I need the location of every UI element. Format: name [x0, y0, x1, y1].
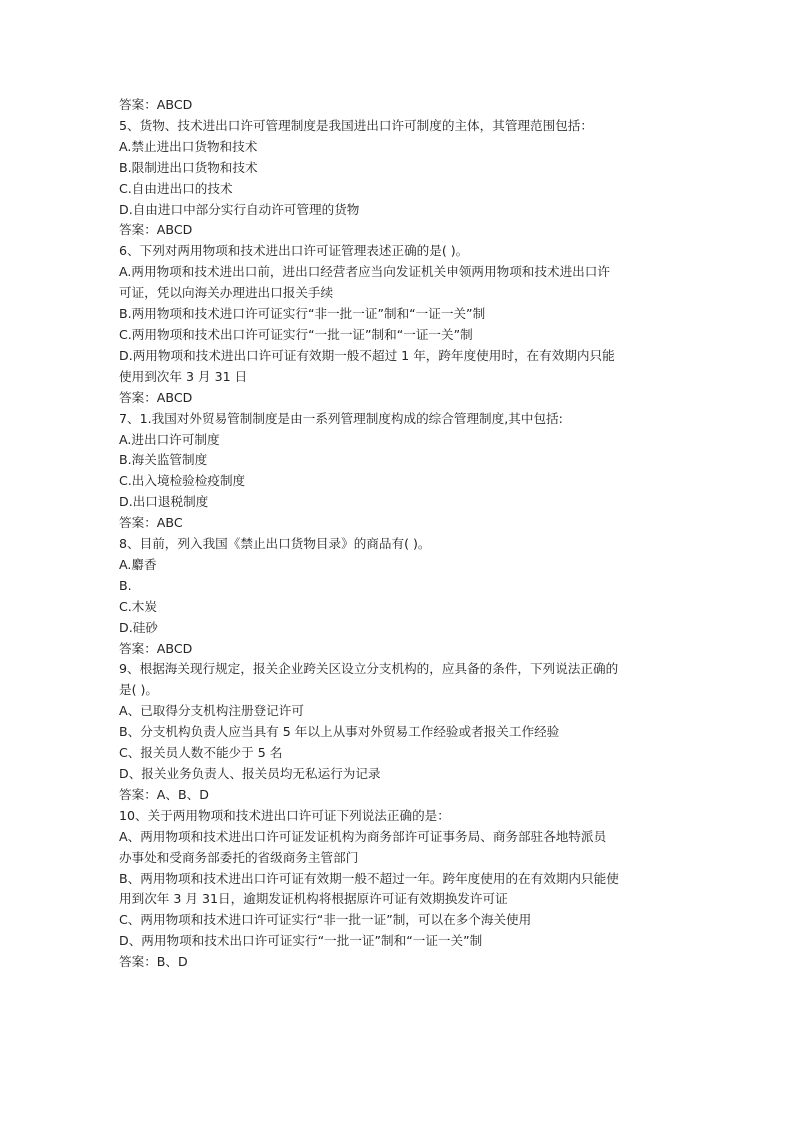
option-line: B.	[119, 577, 132, 593]
option-line: C.自由进出口的技术	[119, 180, 233, 196]
option-line: A.进出口许可制度	[119, 431, 220, 447]
option-line: A、已取得分支机构注册登记许可	[119, 703, 304, 719]
answer-line: 答案：B、D	[119, 954, 188, 970]
option-line: D.硅砂	[119, 619, 158, 635]
answer-line: 答案：ABCD	[119, 97, 193, 112]
option-line: B.两用物项和技术进口许可证实行“非一批一证”制和“一证一关”制	[119, 306, 486, 322]
text-line: 使用到次年 3 月 31 日	[119, 368, 248, 384]
option-line: D、两用物项和技术出口许可证实行“一批一证”制和“一证一关”制	[119, 933, 483, 949]
question-line: 5、货物、技术进出口许可管理制度是我国进出口许可制度的主体，其管理范围包括：	[119, 117, 593, 133]
option-line: C.出入境检验检疫制度	[119, 473, 246, 489]
answer-line: 答案：ABCD	[119, 389, 193, 405]
question-line: 6、下列对两用物项和技术进出口许可证管理表述正确的是( )。	[119, 243, 469, 259]
question-line: 9、根据海关现行规定，报关企业跨关区设立分支机构的，应具备的条件，下列说法正确的	[119, 661, 619, 677]
option-line: B、分支机构负责人应当具有 5 年以上从事对外贸易工作经验或者报关工作经验	[119, 724, 560, 740]
option-line: A.麝香	[119, 556, 157, 572]
text-line: 用到次年 3 月 31日，逾期发证机构将根据原许可证有效期换发许可证	[119, 891, 508, 907]
answer-line: 答案：ABCD	[119, 222, 193, 238]
question-line: 10、关于两用物项和技术进出口许可证下列说法正确的是：	[119, 807, 450, 823]
option-line: A.两用物项和技术进出口前，进出口经营者应当向发证机关申领两用物项和技术进出口许	[119, 264, 610, 280]
option-line: C、两用物项和技术进口许可证实行“非一批一证”制，可以在多个海关使用	[119, 912, 532, 928]
text-line: 办事处和受商务部委托的省级商务主管部门	[119, 849, 359, 865]
option-line: C.木炭	[119, 598, 157, 614]
answer-line: 答案：ABCD	[119, 640, 193, 656]
text-line: 是( )。	[119, 682, 159, 698]
text-line: 可证，凭以向海关办理进出口报关手续	[119, 285, 334, 301]
option-line: B.海关监管制度	[119, 452, 208, 468]
option-line: C、报关员人数不能少于 5 名	[119, 745, 283, 761]
option-line: B.限制进出口货物和技术	[119, 159, 258, 175]
option-line: A、两用物项和技术进出口许可证发证机构为商务部许可证事务局、商务部驻各地特派员	[119, 828, 607, 844]
document-body	[119, 95, 681, 973]
question-line: 8、目前，列入我国《禁止出口货物目录》的商品有( )。	[119, 536, 431, 552]
option-line: D.两用物项和技术进出口许可证有效期一般不超过 1 年，跨年度使用时，在有效期内只能	[119, 347, 615, 363]
option-line: D、报关业务负责人、报关员均无私运行为记录	[119, 766, 381, 781]
option-line: D.出口退税制度	[119, 494, 209, 510]
option-line: C.两用物项和技术出口许可证实行“一批一证”制和“一证一关”制	[119, 326, 473, 342]
answer-line: 答案：A、B、D	[119, 786, 209, 802]
option-line: A.禁止进出口货物和技术	[119, 138, 258, 154]
option-line: B、两用物项和技术进出口许可证有效期一般不超过一年。跨年度使用的在有效期内只能使	[119, 870, 619, 886]
option-line: D.自由进口中部分实行自动许可管理的货物	[119, 201, 360, 217]
question-line: 7、1.我国对外贸易管制制度是由一系列管理制度构成的综合管理制度,其中包括:	[119, 410, 563, 426]
answer-line: 答案：ABC	[119, 515, 183, 531]
